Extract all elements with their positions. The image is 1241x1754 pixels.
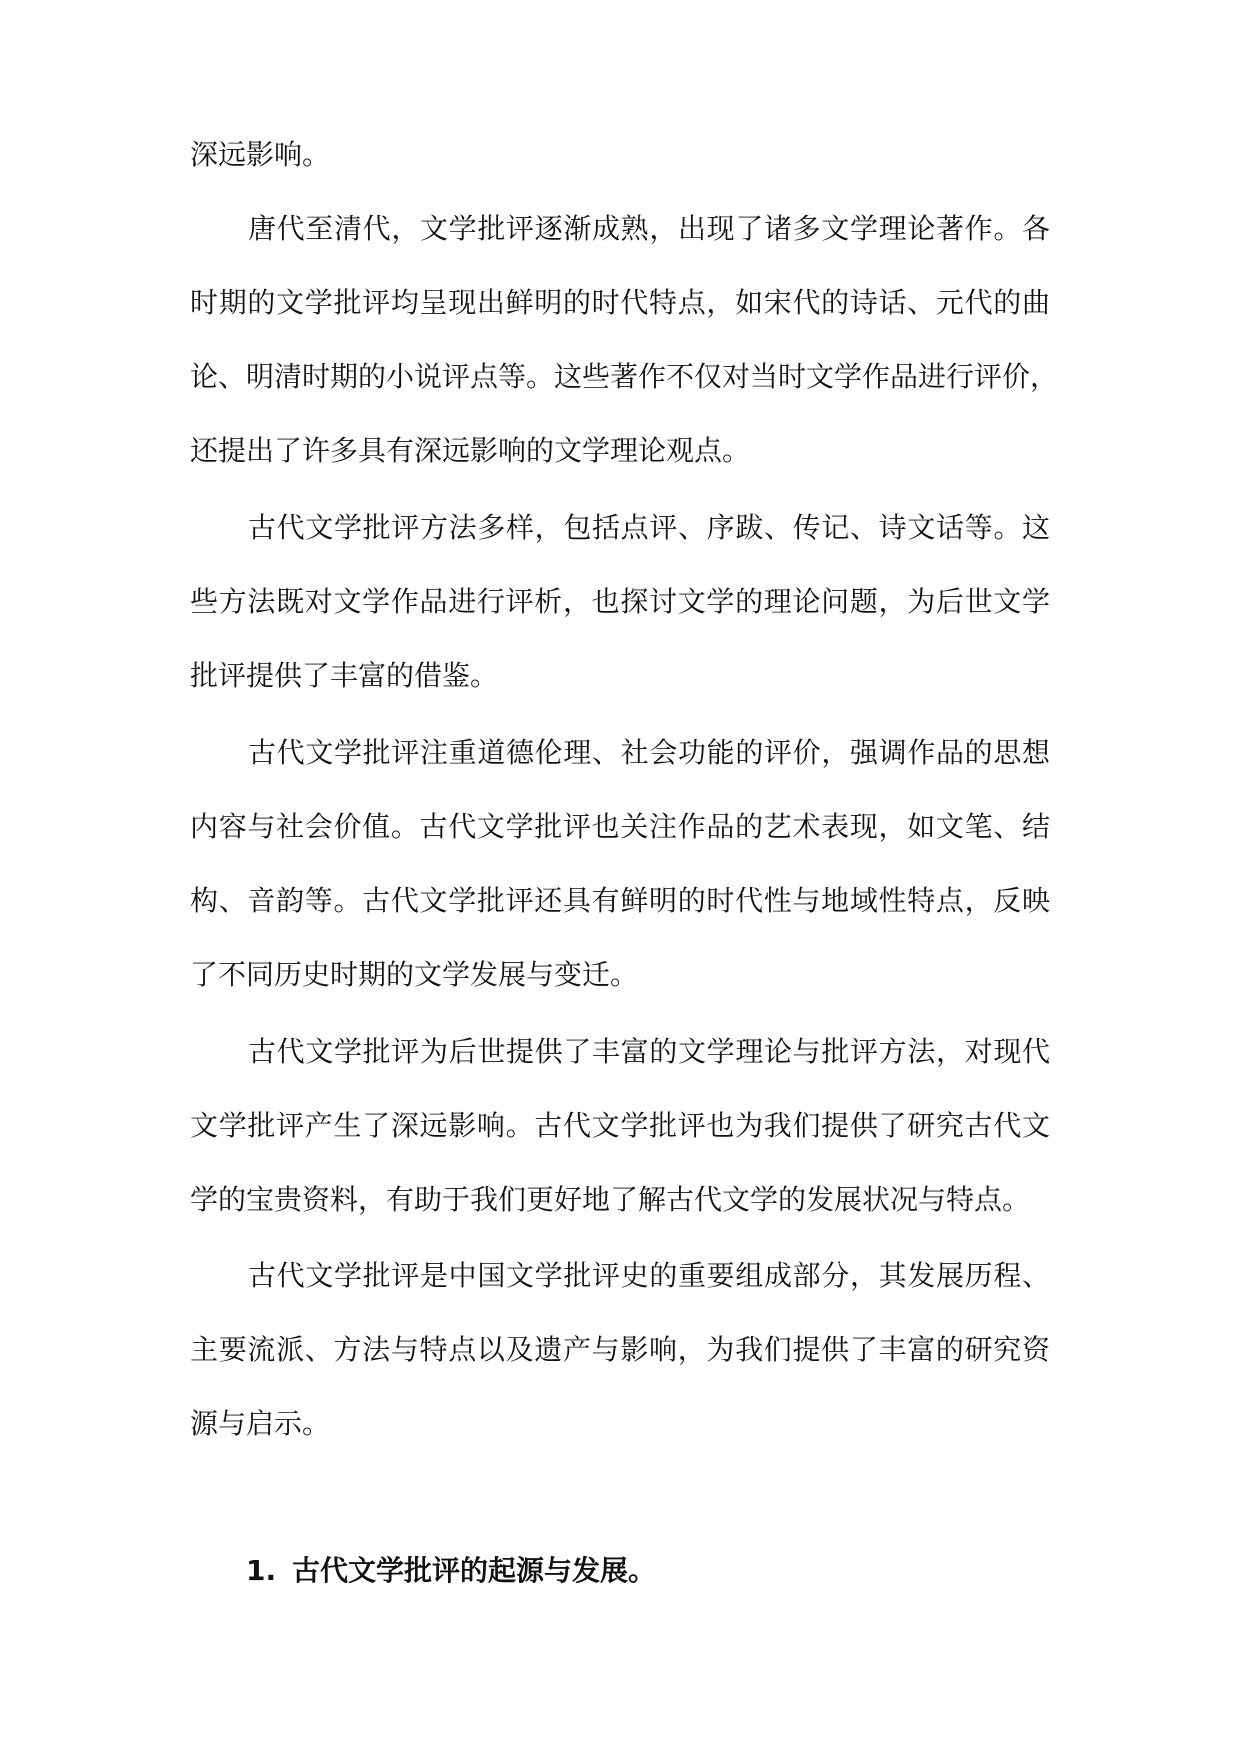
section-number: 1.	[246, 1554, 277, 1587]
text-line: 构、音韵等。古代文学批评还具有鲜明的时代性与地域性特点，反映	[190, 884, 1050, 917]
text-line: 主要流派、方法与特点以及遗产与影响，为我们提供了丰富的研究资	[190, 1333, 1050, 1366]
paragraph-continuation	[190, 118, 1050, 192]
section-title: 古代文学批评的起源与发展。	[292, 1554, 657, 1587]
paragraph-summary	[190, 1239, 1050, 1461]
text-line: 古代文学批评方法多样，包括点评、序跋、传记、诗文话等。这	[248, 511, 1050, 544]
paragraph-features	[190, 716, 1050, 1012]
text-line: 内容与社会价值。古代文学批评也关注作品的艺术表现，如文笔、结	[190, 810, 1050, 843]
text-line: 深远影响。	[190, 138, 331, 171]
text-line: 文学批评产生了深远影响。古代文学批评也为我们提供了研究古代文	[190, 1109, 1050, 1142]
text-line: 学的宝贵资料，有助于我们更好地了解古代文学的发展状况与特点。	[190, 1183, 1031, 1216]
paragraph-legacy	[190, 1015, 1050, 1237]
text-line: 些方法既对文学作品进行评析，也探讨文学的理论问题，为后世文学	[190, 585, 1050, 618]
text-line: 古代文学批评为后世提供了丰富的文学理论与批评方法，对现代	[248, 1035, 1050, 1068]
text-line: 源与启示。	[190, 1407, 331, 1440]
text-line: 时期的文学批评均呈现出鲜明的时代特点，如宋代的诗话、元代的曲	[190, 286, 1050, 319]
paragraph-tang-qing	[190, 192, 1059, 488]
paragraph-methods	[190, 491, 1050, 713]
text-line: 还提出了许多具有深远影响的文学理论观点。	[190, 434, 751, 467]
text-line: 古代文学批评注重道德伦理、社会功能的评价，强调作品的思想	[248, 736, 1050, 769]
text-line: 古代文学批评是中国文学批评史的重要组成部分，其发展历程、	[248, 1259, 1050, 1292]
text-line: 了不同历史时期的文学发展与变迁。	[190, 958, 639, 991]
section-heading	[246, 1541, 656, 1601]
text-line: 批评提供了丰富的借鉴。	[190, 659, 499, 692]
text-line: 论、明清时期的小说评点等。这些著作不仅对当时文学作品进行评价，	[190, 360, 1059, 393]
text-line: 唐代至清代，文学批评逐渐成熟，出现了诸多文学理论著作。各	[248, 212, 1050, 245]
